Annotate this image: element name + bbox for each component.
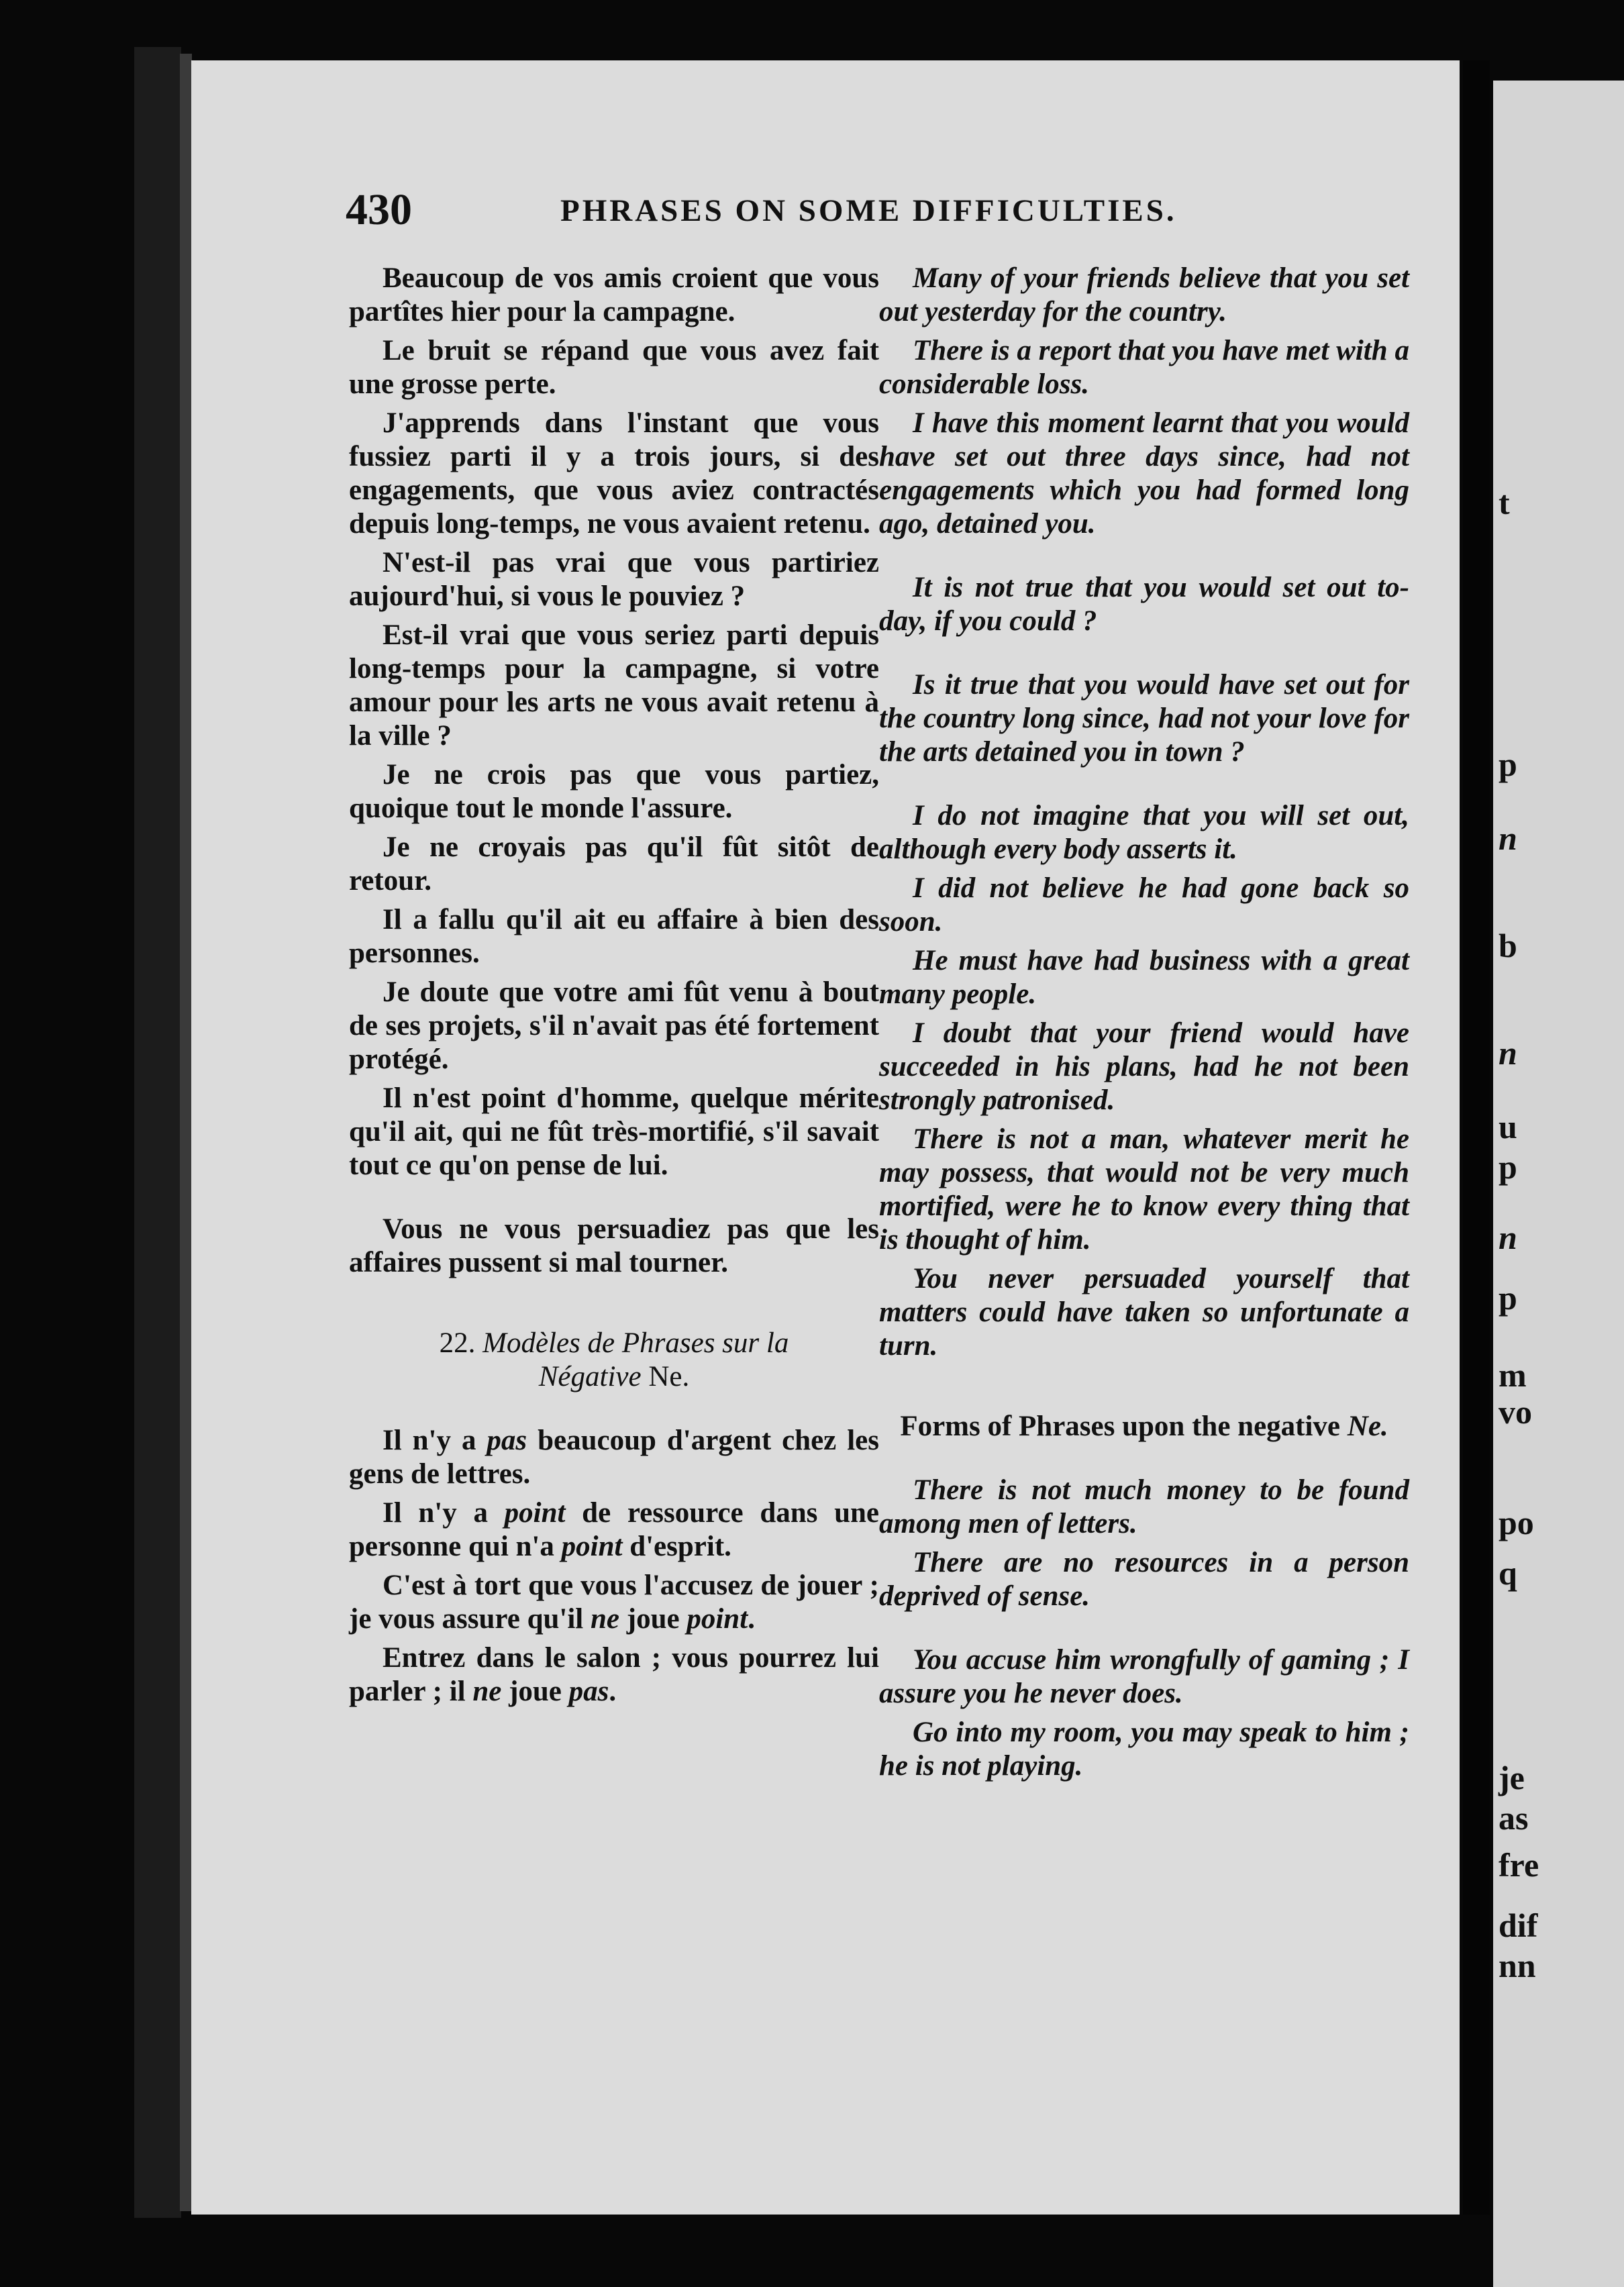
adjacent-page-fragment: dif — [1499, 1907, 1538, 1944]
en-paragraph: You never persuaded yourself that matters could have taken so unfortunate a turn. — [879, 1263, 1409, 1362]
adjacent-page-fragment: fre — [1499, 1846, 1539, 1884]
fr-paragraph: Je doute que votre ami fût venu à bout de ses projets, s'il n'avait pas été fortement protégé. — [349, 976, 879, 1075]
adjacent-page-fragment: b — [1499, 927, 1517, 964]
adjacent-page-fragment: po — [1499, 1504, 1534, 1541]
fr-paragraph: N'est-il pas vrai que vous partiriez aujourd'hui, si vous le pouviez ? — [349, 547, 879, 612]
ne-fr-paragraph: C'est à tort que vous l'accusez de jouer ; je vous assure qu'il ne joue point. — [349, 1570, 879, 1635]
adjacent-page-fragment: u — [1499, 1108, 1517, 1146]
en-paragraph: It is not true that you would set out to-day, if you could ? — [879, 572, 1409, 637]
adjacent-page-fragment: n — [1499, 819, 1517, 857]
section-title-part: Négative — [538, 1361, 642, 1392]
ne-en-paragraph: There is not much money to be found among men of letters. — [879, 1474, 1409, 1539]
adjacent-page-fragment: as — [1499, 1799, 1529, 1837]
adjacent-page-fragment: p — [1499, 746, 1517, 783]
fr-paragraph: Je ne croyais pas qu'il fût sitôt de retour. — [349, 831, 879, 897]
fr-paragraph: Il n'est point d'homme, quelque mérite qu'il ait, qui ne fût très-mortifié, s'il savait tout ce qu'on pense de lui. — [349, 1082, 879, 1181]
fr-paragraph: J'apprends dans l'instant que vous fussiez parti il y a trois jours, si des engagements, que vous aviez contractés depuis long-temps, ne vous avaient retenu. — [349, 407, 879, 540]
adjacent-page-fragment: vo — [1499, 1393, 1532, 1431]
ne-en-paragraph: There are no resources in a person deprived of sense. — [879, 1547, 1409, 1612]
section-heading-fr — [349, 1327, 879, 1394]
section-title-part: Forms of Phrases upon the negative — [900, 1411, 1341, 1442]
ne-fr-paragraph: Il n'y a pas beaucoup d'argent chez les gens de lettres. — [349, 1425, 879, 1490]
fr-paragraph: Beaucoup de vos amis croient que vous partîtes hier pour la campagne. — [349, 262, 879, 327]
en-paragraph: I have this moment learnt that you would have set out three days since, had not engagements which you had formed long ago, detained you. — [879, 407, 1409, 540]
scanned-page — [191, 60, 1460, 2215]
adjacent-page-fragment: je — [1499, 1759, 1525, 1796]
ne-fr-paragraph: Il n'y a point de ressource dans une personne qui n'a point d'esprit. — [349, 1497, 880, 1562]
adjacent-page-edge — [1493, 81, 1624, 2287]
section-number: 22. — [439, 1327, 476, 1359]
fr-paragraph: Est-il vrai que vous seriez parti depuis long-temps pour la campagne, si votre amour pour les arts ne vous avait retenu à la ville ? — [349, 619, 879, 752]
adjacent-page-fragment: p — [1499, 1148, 1517, 1186]
adjacent-page-fragment: q — [1499, 1554, 1517, 1592]
running-head: PHRASES ON SOME DIFFICULTIES. — [560, 193, 1177, 228]
book-gutter — [1463, 60, 1490, 2215]
fr-paragraph: Il a fallu qu'il ait eu affaire à bien des personnes. — [349, 904, 879, 969]
adjacent-page-fragment: t — [1499, 484, 1510, 521]
fr-paragraph: Le bruit se répand que vous avez fait une grosse perte. — [349, 335, 879, 400]
en-paragraph: He must have had business with a great many people. — [879, 945, 1409, 1010]
book-edge-left — [134, 47, 181, 2218]
en-paragraph: I doubt that your friend would have succeeded in his plans, had he not been strongly patronised. — [879, 1017, 1409, 1116]
ne-en-paragraph: Go into my room, you may speak to him ; he is not playing. — [879, 1717, 1409, 1782]
en-paragraph: Many of your friends believe that you set out yesterday for the country. — [879, 262, 1409, 327]
en-paragraph: There is not a man, whatever merit he may possess, that would not be very much mortified, were he to know every thing that is thought of him. — [879, 1123, 1409, 1256]
french-column — [349, 262, 879, 1709]
ne-en-paragraph: You accuse him wrongfully of gaming ; I assure you he never does. — [879, 1644, 1409, 1709]
adjacent-page-fragment: n — [1499, 1219, 1517, 1256]
book-edge-left-inner — [180, 54, 192, 2211]
page-header — [346, 185, 1406, 238]
fr-paragraph: Je ne crois pas que vous partiez, quoique tout le monde l'assure. — [349, 759, 879, 824]
section-heading-en — [879, 1410, 1409, 1443]
en-paragraph: I do not imagine that you will set out, although every body asserts it. — [879, 800, 1409, 865]
adjacent-page-fragment: n — [1499, 1034, 1517, 1072]
adjacent-page-fragment: p — [1499, 1279, 1517, 1317]
section-term: Ne. — [648, 1361, 690, 1392]
english-column — [879, 262, 1409, 1783]
adjacent-page-fragment: nn — [1499, 1947, 1536, 1984]
fr-paragraph: Vous ne vous persuadiez pas que les affaires pussent si mal tourner. — [349, 1213, 879, 1278]
ne-fr-paragraph: Entrez dans le salon ; vous pourrez lui parler ; il ne joue pas. — [349, 1642, 879, 1707]
en-paragraph: I did not believe he had gone back so soon. — [879, 872, 1409, 937]
page-number: 430 — [346, 185, 412, 234]
section-title-part: Modèles de Phrases sur la — [483, 1327, 789, 1359]
section-term: Ne. — [1347, 1411, 1388, 1442]
en-paragraph: Is it true that you would have set out for the country long since, had not your love for the arts detained you in town ? — [879, 669, 1409, 768]
en-paragraph: There is a report that you have met with a considerable loss. — [879, 335, 1409, 400]
adjacent-page-fragment: m — [1499, 1356, 1527, 1394]
